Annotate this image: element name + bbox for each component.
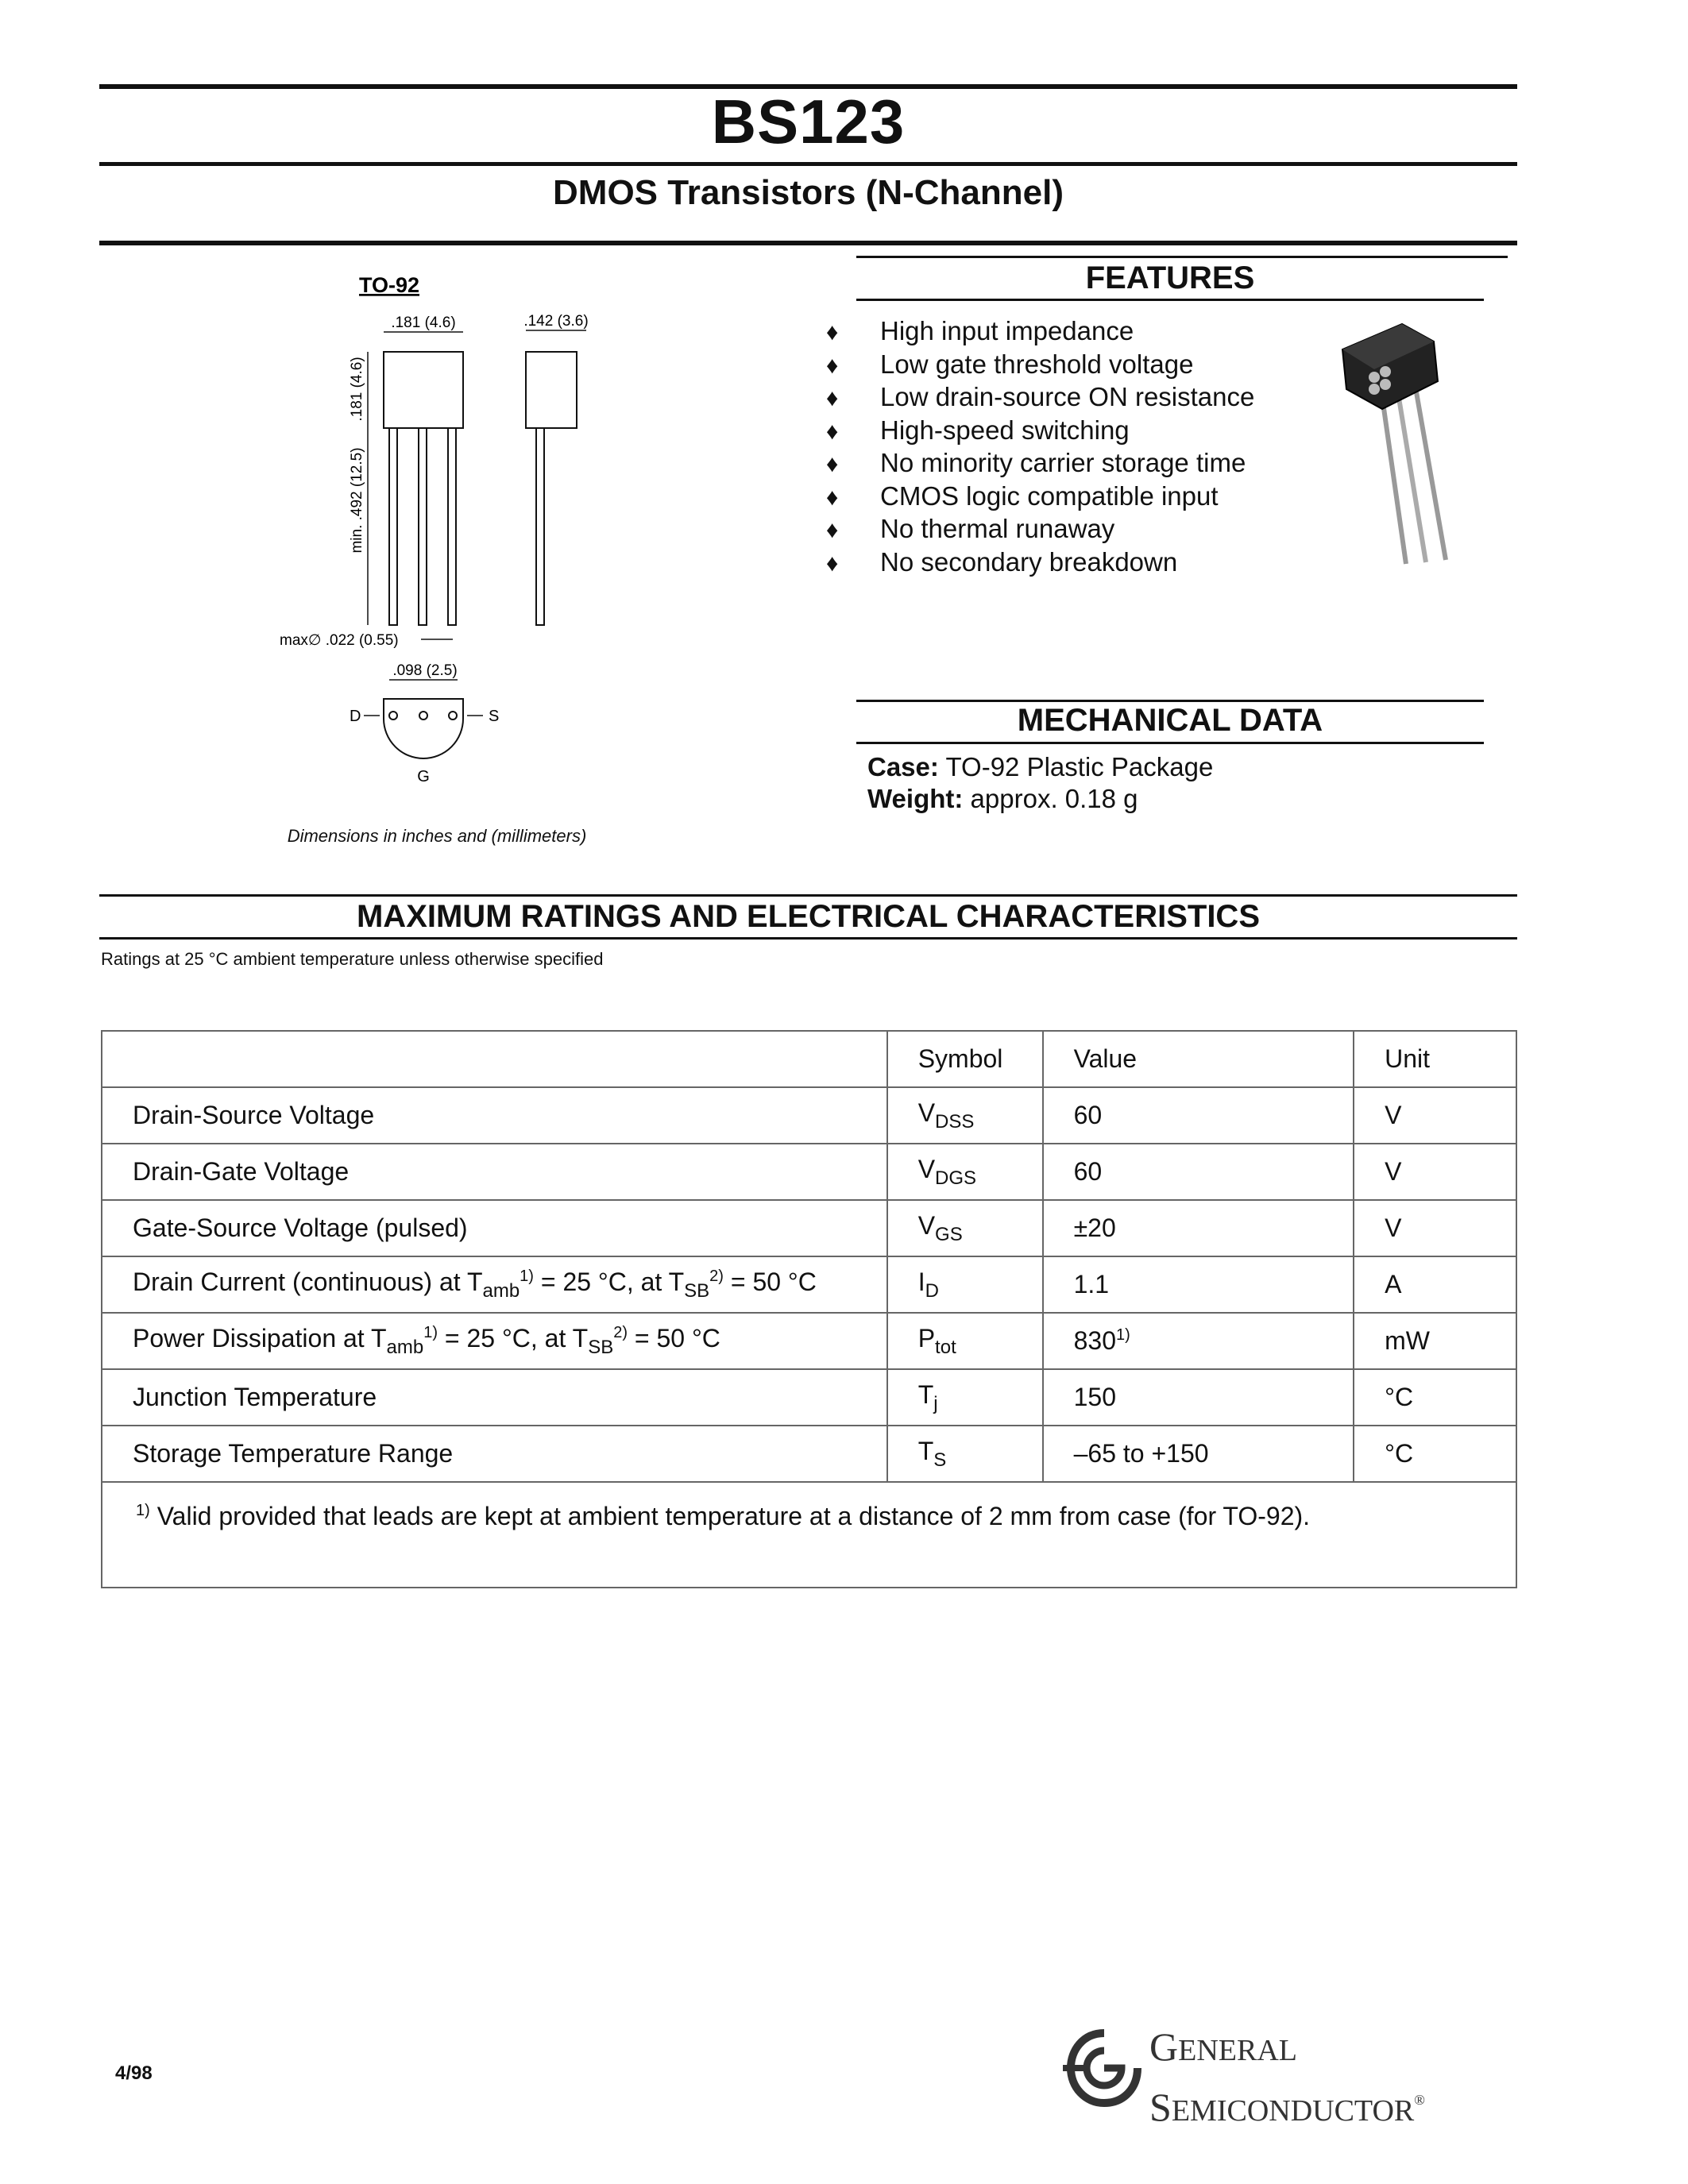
dim-lead-diameter: max∅ .022 (0.55) [280,632,399,649]
mechanical-bottom-rule [856,742,1484,744]
mechanical-heading: MECHANICAL DATA [1017,703,1323,738]
unit-cell: °C [1354,1426,1516,1482]
to92-dimension-drawing [270,270,635,810]
title-rule [99,162,1517,166]
features-list [826,314,1254,578]
diamond-bullet-icon: ♦ [826,352,839,379]
feature-item: ♦ High input impedance [826,314,1254,348]
param-cell: Drain-Gate Voltage [102,1144,887,1200]
value-cell: 1.1 [1043,1256,1354,1313]
pin-d-label: D [350,708,361,725]
table-row [102,1200,1516,1256]
param-cell: Drain Current (continuous) at $T_{amb}^{1)} = 25$ °C, at $T_{SB}^{2)} = 50$ °C [102,1256,887,1313]
param-cell: Gate-Source Voltage (pulsed) [102,1200,887,1256]
table-row [102,1144,1516,1200]
mechanical-top-rule [856,700,1484,702]
header-cell-value: Value [1043,1031,1354,1087]
package-label: TO-92 [358,273,420,297]
weight-value: approx. 0.18 g [970,784,1138,813]
feature-item: ♦ No thermal runaway [826,512,1254,546]
value-cell: 60 [1043,1144,1354,1200]
weight-label: Weight: [867,784,964,813]
table-row [102,1313,1516,1369]
symbol-cell: $P_{tot}$ [887,1313,1043,1369]
dim-side-width: .142 (3.6) [523,313,589,330]
ratings-top-rule [99,894,1517,897]
features-heading: FEATURES [1085,260,1255,295]
dim-pin-spacing: .098 (2.5) [392,662,458,679]
ratings-heading: MAXIMUM RATINGS AND ELECTRICAL CHARACTERISTICS [356,899,1260,934]
footnote-cell: $^{1)}$ Valid provided that leads are kept at ambient temperature at a distance of 2 mm from case (for TO-92). [102,1482,1516,1588]
package-drawing [270,270,635,810]
symbol-cell: $I_D$ [887,1256,1043,1313]
case-label: Case: [867,752,939,781]
features-bottom-rule [856,299,1484,301]
diamond-bullet-icon: ♦ [826,385,839,411]
feature-item: ♦ Low gate threshold voltage [826,348,1254,381]
feature-item: ♦ Low drain-source ON resistance [826,380,1254,414]
pin-s-label: S [489,708,500,725]
diamond-bullet-icon: ♦ [826,484,839,511]
feature-item: ♦ CMOS logic compatible input [826,480,1254,513]
header-cell-unit: Unit [1354,1031,1516,1087]
unit-cell: V [1354,1144,1516,1200]
dim-body-width: .181 (4.6) [391,314,456,331]
diamond-bullet-icon: ♦ [826,319,839,345]
pin-g-label: G [417,768,430,785]
table-footnote-row [102,1482,1516,1588]
diamond-bullet-icon: ♦ [826,550,839,577]
unit-cell: V [1354,1087,1516,1144]
transistor-product-image [1327,302,1470,572]
revision-date: 4/98 [115,2062,153,2084]
ratings-table [101,1030,1517,1588]
value-cell: 830$^{1)}$ [1043,1313,1354,1369]
company-line-1: GENERAL [1149,2024,1297,2069]
company-line-2: SEMICONDUCTOR® [1149,2085,1425,2129]
feature-item: ♦ High-speed switching [826,414,1254,447]
company-name [1149,2025,1425,2139]
table-row [102,1256,1516,1313]
param-cell: Power Dissipation at $T_{amb}^{1)} = 25$ °C, at $T_{SB}^{2)} = 50$ °C [102,1313,887,1369]
param-cell: Storage Temperature Range [102,1426,887,1482]
value-cell: ±20 [1043,1200,1354,1256]
symbol-cell: $V_{GS}$ [887,1200,1043,1256]
symbol-cell: $V_{DSS}$ [887,1087,1043,1144]
unit-cell: °C [1354,1369,1516,1426]
unit-cell: A [1354,1256,1516,1313]
value-cell: –65 to +150 [1043,1426,1354,1482]
header-cell-symbol: Symbol [887,1031,1043,1087]
dim-lead-length: min. .492 (12.5) [349,447,365,554]
value-cell: 60 [1043,1087,1354,1144]
diamond-bullet-icon: ♦ [826,517,839,543]
weight-line [867,783,1213,815]
symbol-cell: $T_j$ [887,1369,1043,1426]
table-header-row [102,1031,1516,1087]
dim-body-height: .181 (4.6) [349,357,365,422]
diamond-bullet-icon: ♦ [826,451,839,477]
page-title: BS123 [711,87,906,156]
registered-mark: ® [1414,2092,1425,2108]
ratings-note: Ratings at 25 °C ambient temperature unless otherwise specified [101,949,604,969]
feature-item: ♦ No minority carrier storage time [826,446,1254,480]
dimensions-note: Dimensions in inches and (millimeters) [287,826,587,846]
features-top-rule [856,256,1508,258]
table-row [102,1369,1516,1426]
case-line [867,751,1213,783]
param-cell: Junction Temperature [102,1369,887,1426]
table-row [102,1426,1516,1482]
param-cell: Drain-Source Voltage [102,1087,887,1144]
page-subtitle: DMOS Transistors (N-Channel) [553,173,1064,212]
symbol-cell: $V_{DGS}$ [887,1144,1043,1200]
subtitle-rule [99,241,1517,245]
unit-cell: V [1354,1200,1516,1256]
symbol-cell: $T_S$ [887,1426,1043,1482]
feature-item: ♦ No secondary breakdown [826,546,1254,579]
ratings-bottom-rule [99,937,1517,940]
value-cell: 150 [1043,1369,1354,1426]
unit-cell: mW [1354,1313,1516,1369]
mechanical-data [867,751,1213,815]
case-value: TO-92 Plastic Package [945,752,1214,781]
table-row [102,1087,1516,1144]
header-cell-parameter [102,1031,887,1087]
general-semiconductor-logo-icon [1063,2027,1146,2110]
diamond-bullet-icon: ♦ [826,418,839,445]
